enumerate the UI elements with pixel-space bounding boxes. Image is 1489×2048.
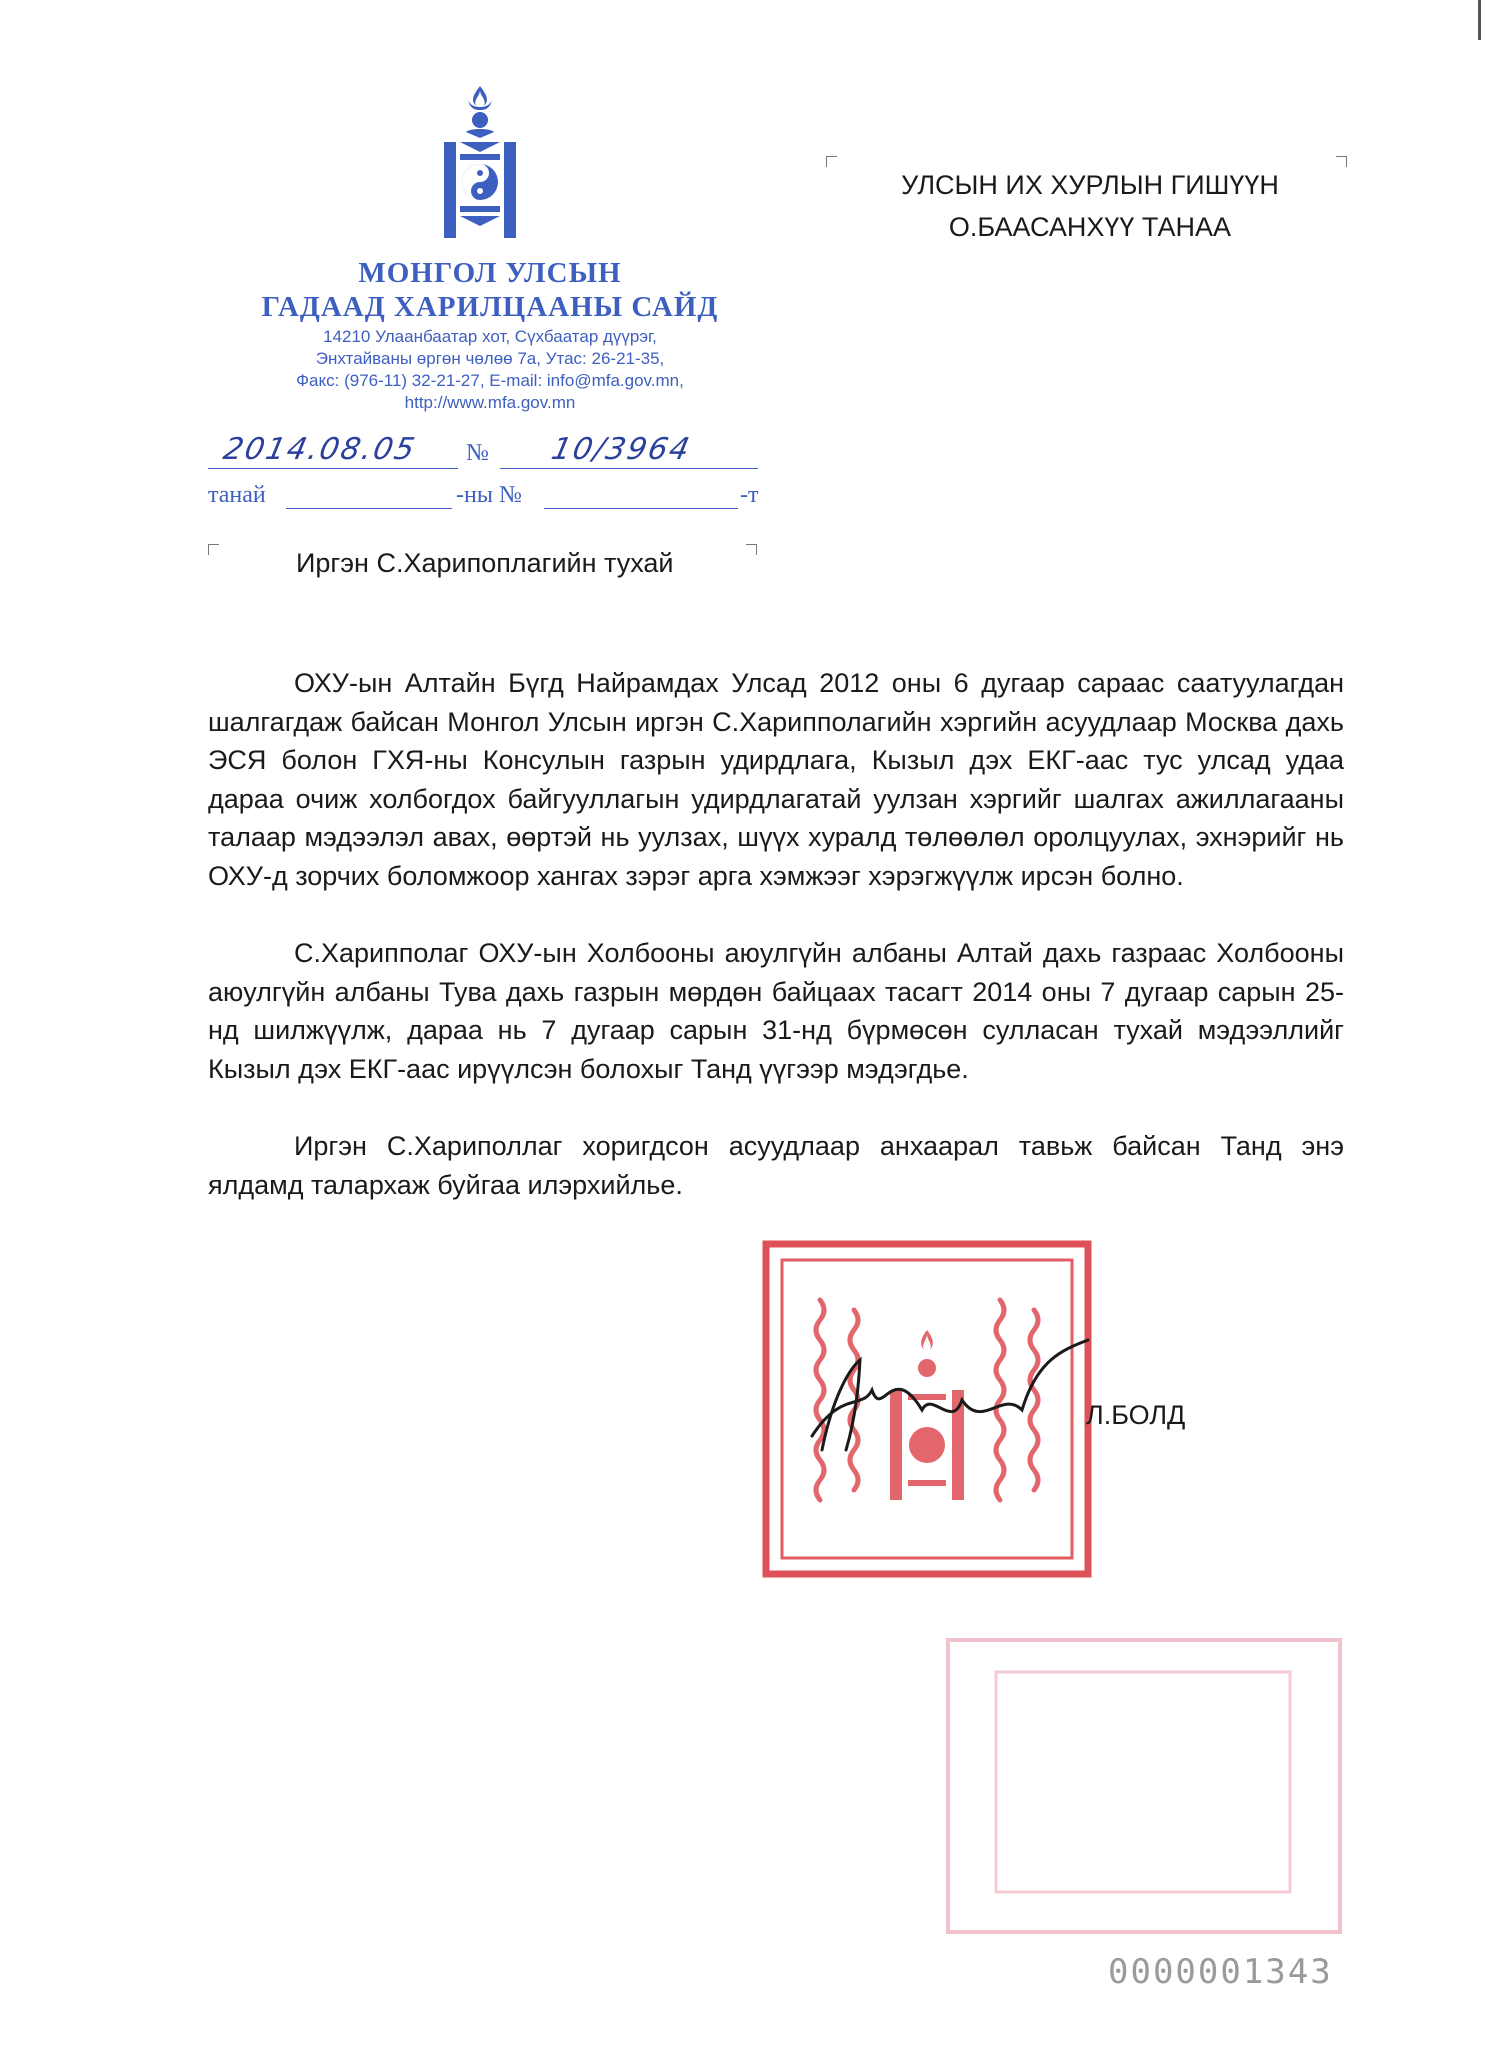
letter-body [208, 664, 1344, 1243]
reference-number-label: № [466, 440, 489, 466]
reference-number: 10/3964 [548, 432, 695, 467]
addressee-block [870, 164, 1310, 248]
subject-bracket-right [746, 544, 757, 555]
addressee-bracket-left [826, 156, 837, 167]
address-line: 14210 Улаанбаатар хот, Сүхбаатар дүүрэг, [323, 327, 657, 346]
reference-number-line [500, 468, 758, 469]
body-paragraph: С.Харипполаг ОХУ-ын Холбооны аюулгүйн албаны Алтай дахь газраас Холбооны аюулгүйн албаны Тува дахь газрын мөрдөн байцаах тасагт 2014 оны 7 дугаар сарын 25-нд шилжүүлж, дараа нь 7 дугаар сарын 31-нд бүрмөсөн сулласан тухай мэдээллийг Кызыл дэх ЕКГ-аас ирүүлсэн болохыг Танд үүгээр мэдэгдье. [208, 938, 1344, 1084]
reference-date-line [208, 468, 458, 469]
addressee-line1: УЛСЫН ИХ ХУРЛЫН ГИШҮҮН [901, 170, 1279, 200]
subject-bracket-left [208, 544, 219, 555]
signatory-name: Л.БОЛД [1086, 1400, 1186, 1430]
addressee-line2: О.БААСАНХҮҮ ТАНАА [948, 212, 1232, 242]
reply-prefix: танай [208, 482, 266, 508]
ministry-name-line2: ГАДААД ХАРИЛЦААНЫ САЙД [261, 291, 719, 323]
reference-date: 2014.08.05 [220, 432, 420, 467]
scan-edge-line [1478, 0, 1481, 40]
official-seal-stamp [762, 1240, 1092, 1578]
letter-subject: Иргэн С.Харипоплагийн тухай [296, 548, 674, 578]
body-paragraph: Иргэн С.Хариполлаг хоригдсон асуудлаар анхаарал тавьж байсан Танд энэ ялдамд талархаж буйгаа илэрхийлье. [208, 1131, 1344, 1200]
address-line: Факс: (976-11) 32-21-27, E-mail: info@mfa.gov.mn, [296, 371, 684, 390]
reply-number-line [544, 508, 738, 509]
reply-mid: -ны № [456, 482, 522, 508]
body-paragraph: ОХУ-ын Алтайн Бүгд Найрамдах Улсад 2012 оны 6 дугаар сараас саатуулагдан шалгагдаж байсан Монгол Улсын иргэн С.Харипполагийн хэргийн асуудлаар Москва дахь ЭСЯ болон ГХЯ-ны Консулын газрын удирдлага, Кызыл дэх ЕКГ-аас тус улсад удаа дараа очиж холбогдох байгууллагын удирдлагатай уулзан хэргийг шалгах ажиллагааны талаар мэдээлэл авах, өөртэй нь уулзах, шүүх хуралд төлөөлөл оролцуулах, эхнэрийг нь ОХУ-д зорчих боломжоор хангах зэрэг арга хэмжээг хэрэгжүүлж ирсэн болно. [208, 668, 1344, 891]
soyombo-emblem-icon [440, 86, 520, 242]
reply-reference-row [208, 480, 768, 512]
faint-received-stamp [944, 1636, 1344, 1936]
document-serial-number: 0000001343 [1108, 1952, 1333, 1992]
reference-row [208, 430, 758, 470]
ministry-name-line1: МОНГОЛ УЛСЫН [358, 257, 622, 289]
addressee-bracket-right [1336, 156, 1347, 167]
ministry-address [190, 326, 790, 414]
address-line: Энхтайваны өргөн чөлөө 7а, Утас: 26-21-35, [315, 349, 665, 368]
reply-suffix: -т [740, 482, 759, 508]
reply-date-line [286, 508, 452, 509]
address-line: http://www.mfa.gov.mn [404, 393, 576, 412]
ministry-name [190, 256, 790, 324]
